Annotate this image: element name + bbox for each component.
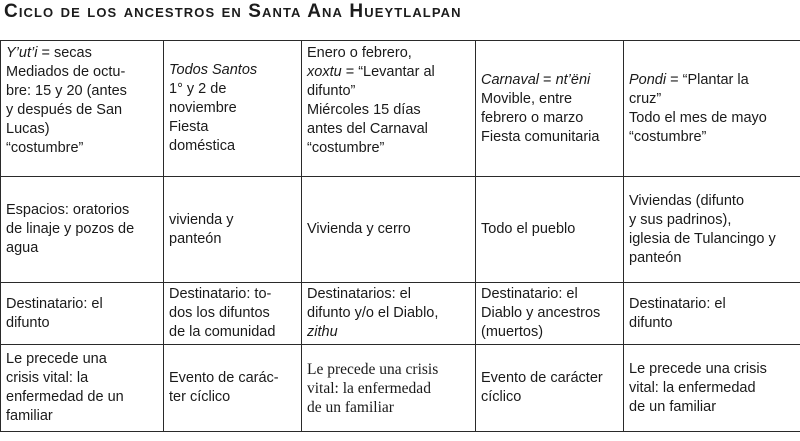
cell-text: de la comunidad — [169, 324, 276, 340]
cell-line — [169, 323, 296, 342]
cell-line — [6, 407, 158, 426]
cell-text: doméstica — [169, 138, 236, 154]
cell-text: panteón — [169, 230, 222, 247]
cell-text: difunto y/o el Diablo, — [307, 305, 439, 321]
cell-text: xoxtu — [307, 64, 342, 80]
cell-text: Destinatarios: el — [307, 286, 411, 302]
cell-line — [169, 211, 296, 230]
cell-text: familiar — [6, 408, 53, 424]
cell-line — [6, 388, 158, 407]
cell-line — [629, 398, 795, 417]
cell-text: Espacios: oratorios — [6, 202, 130, 218]
cell-text: Todo el pueblo — [481, 221, 576, 237]
cell-text: agua — [6, 240, 39, 256]
cell-line — [481, 323, 618, 342]
cell-line — [481, 109, 618, 128]
cell-text: Miércoles 15 días — [307, 102, 421, 118]
cell-text: (muertos) — [481, 324, 544, 340]
cell-text: Enero o febrero, — [307, 45, 412, 61]
cell-line — [307, 379, 470, 398]
cell-text: 1° y 2 de — [169, 81, 227, 97]
cell-line — [481, 90, 618, 109]
cell-text: Vivienda y cerro — [307, 221, 411, 237]
cell-text: Le precede una crisis — [629, 360, 767, 377]
cell-line — [481, 128, 618, 147]
table-cell — [302, 41, 476, 177]
cell-text: Pondi — [629, 71, 667, 88]
cell-text: difunto — [6, 314, 50, 331]
cell-text: = — [539, 71, 556, 88]
cell-line — [629, 128, 795, 147]
cell-line — [6, 314, 158, 333]
cell-line — [6, 82, 158, 101]
cell-text: Lucas) — [6, 121, 50, 137]
cell-text: nt’ëni — [555, 71, 591, 88]
cell-text: difunto — [629, 314, 673, 331]
cell-line — [6, 369, 158, 388]
cell-text: Destinatario: el — [481, 286, 578, 302]
cell-line — [481, 220, 618, 239]
cell-text: zithu — [307, 324, 338, 340]
table-cell — [624, 345, 800, 432]
cell-line — [629, 360, 795, 379]
cell-text: “costumbre” — [629, 128, 707, 145]
table-cell — [624, 283, 800, 345]
cell-line — [169, 304, 296, 323]
cell-text: vital: la enfermedad — [629, 379, 756, 396]
cell-line — [169, 230, 296, 249]
cell-line — [481, 285, 618, 304]
cell-line — [169, 99, 296, 118]
ancestors-cycle-table — [0, 40, 800, 432]
cell-line — [6, 350, 158, 369]
table-row — [1, 177, 800, 283]
cell-text: noviembre — [169, 100, 237, 116]
cell-text: Todo el mes de mayo — [629, 109, 767, 126]
cell-line — [629, 211, 795, 230]
cell-text: panteón — [629, 249, 682, 266]
cell-line — [629, 109, 795, 128]
cell-line — [6, 139, 158, 158]
table-cell — [164, 345, 302, 432]
cell-text: Destinatario: el — [629, 295, 726, 312]
cell-line — [629, 230, 795, 249]
table-row — [1, 283, 800, 345]
cell-text: Carnaval — [481, 71, 540, 88]
cell-text: de linaje y pozos de — [6, 221, 135, 237]
table-cell — [302, 283, 476, 345]
cell-text: Y’ut’i — [6, 45, 38, 61]
cell-line — [307, 44, 470, 63]
cell-line — [307, 139, 470, 158]
cell-text: antes del Carnaval — [307, 121, 428, 137]
cell-text: = secas — [37, 45, 92, 61]
cell-line — [169, 118, 296, 137]
cell-line — [307, 398, 470, 417]
table-title: Ciclo de los ancestros en Santa Ana Hueytlalpan — [4, 1, 462, 22]
cell-text: Fiesta — [169, 119, 209, 135]
cell-line — [307, 360, 470, 379]
cell-line — [169, 388, 296, 407]
cell-text: bre: 15 y 20 (antes — [6, 83, 127, 99]
cell-line — [629, 90, 795, 109]
cell-text: Destinatario: to- — [169, 286, 272, 302]
cell-line — [169, 285, 296, 304]
table-cell — [164, 41, 302, 177]
cell-text: de un familiar — [629, 398, 717, 415]
cell-text: Evento de carácter — [481, 370, 603, 386]
cell-line — [6, 201, 158, 220]
cell-text: y sus padrinos), — [629, 211, 732, 228]
cell-line — [629, 295, 795, 314]
cell-text: Destinatario: el — [6, 295, 103, 312]
cell-text: Diablo y ancestros — [481, 305, 601, 321]
cell-text: iglesia de Tulancingo y — [629, 230, 776, 247]
cell-text: cruz” — [629, 90, 662, 107]
cell-line — [6, 220, 158, 239]
cell-line — [6, 120, 158, 139]
cell-line — [629, 249, 795, 268]
cell-line — [307, 220, 470, 239]
cell-line — [307, 304, 470, 323]
table-cell — [476, 283, 624, 345]
table-row — [1, 345, 800, 432]
cell-text: difunto” — [307, 83, 356, 99]
cell-line — [6, 44, 158, 63]
cell-line — [6, 63, 158, 82]
cell-line — [481, 304, 618, 323]
table-cell — [302, 177, 476, 283]
table-cell — [624, 41, 800, 177]
table-cell — [1, 283, 164, 345]
cell-text: Le precede una — [6, 351, 107, 367]
cell-line — [307, 285, 470, 304]
cell-text: Le precede una crisis — [307, 360, 439, 378]
cell-text: Fiesta comunitaria — [481, 128, 600, 145]
cell-line — [629, 379, 795, 398]
cell-text: ter cíclico — [169, 389, 231, 405]
cell-text: dos los difuntos — [169, 305, 270, 321]
cell-text: vivienda y — [169, 211, 234, 228]
cell-text: “costumbre” — [6, 140, 84, 156]
table-row — [1, 41, 800, 177]
cell-line — [6, 295, 158, 314]
table-cell — [164, 177, 302, 283]
cell-text: de un familiar — [307, 398, 394, 416]
cell-line — [481, 369, 618, 388]
cell-line — [307, 63, 470, 82]
cell-line — [169, 137, 296, 156]
table-cell — [1, 177, 164, 283]
cell-text: enfermedad de un — [6, 389, 124, 405]
cell-text: Viviendas (difunto — [629, 192, 745, 209]
cell-line — [307, 120, 470, 139]
cell-text: = “Plantar la — [666, 71, 749, 88]
table-cell — [476, 41, 624, 177]
cell-line — [6, 101, 158, 120]
cell-text: Evento de carác- — [169, 370, 279, 386]
cell-text: cíclico — [481, 389, 522, 405]
cell-text: “costumbre” — [307, 140, 385, 156]
table-cell — [476, 177, 624, 283]
table-cell — [624, 177, 800, 283]
cell-text: febrero o marzo — [481, 109, 584, 126]
table-cell — [164, 283, 302, 345]
cell-line — [307, 82, 470, 101]
cell-line — [6, 239, 158, 258]
table-cell — [302, 345, 476, 432]
cell-text: y después de San — [6, 102, 123, 118]
cell-text: crisis vital: la — [6, 370, 89, 386]
cell-text: vital: la enfermedad — [307, 379, 431, 397]
cell-line — [169, 369, 296, 388]
cell-line — [481, 71, 618, 90]
table-cell — [1, 345, 164, 432]
cell-text: Todos Santos — [169, 62, 258, 78]
cell-line — [307, 101, 470, 120]
cell-text: = “Levantar al — [341, 64, 435, 80]
cell-line — [629, 314, 795, 333]
cell-line — [169, 61, 296, 80]
table-cell — [1, 41, 164, 177]
cell-line — [307, 323, 470, 342]
cell-text: Movible, entre — [481, 90, 573, 107]
cell-line — [629, 192, 795, 211]
cell-line — [629, 71, 795, 90]
cell-line — [481, 388, 618, 407]
cell-text: Mediados de octu- — [6, 64, 126, 80]
cell-line — [169, 80, 296, 99]
table-cell — [476, 345, 624, 432]
